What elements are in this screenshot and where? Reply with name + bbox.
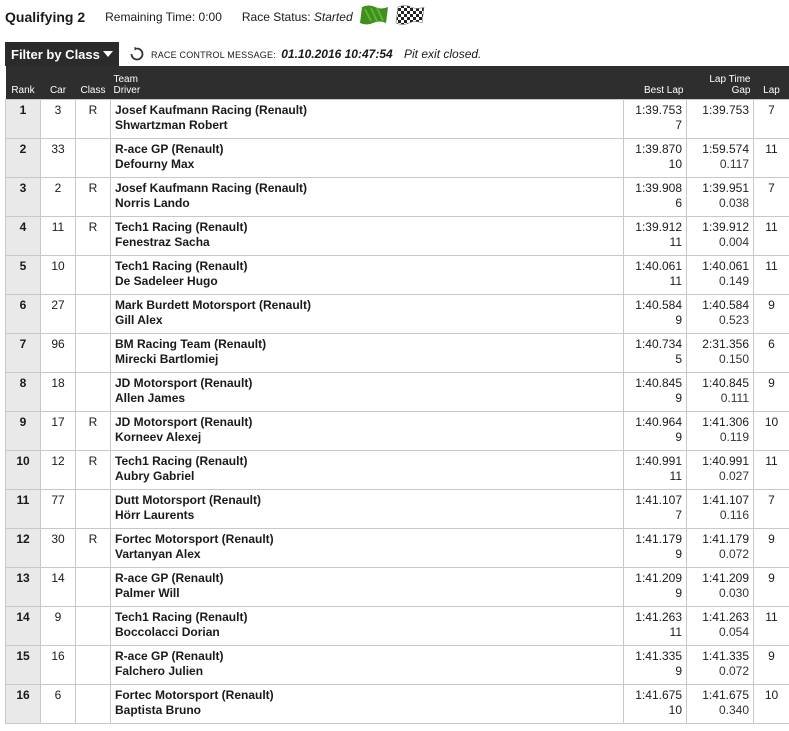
best-lap-number: 11: [669, 625, 682, 639]
table-row[interactable]: [6, 529, 789, 568]
team-name: Tech1 Racing (Renault): [115, 259, 248, 273]
class-cell: R: [76, 451, 111, 490]
col-header-lap[interactable]: Lap: [754, 66, 789, 100]
best-lap-number: 7: [675, 118, 682, 132]
best-lap-cell: [624, 568, 687, 607]
table-row[interactable]: [6, 646, 789, 685]
table-row[interactable]: [6, 451, 789, 490]
team-name: Tech1 Racing (Renault): [115, 610, 248, 624]
best-lap-time: 1:41.107: [635, 493, 682, 507]
rank-cell: 7: [6, 334, 41, 373]
best-lap-number: 6: [675, 196, 682, 210]
session-title: Qualifying 2: [5, 9, 86, 25]
col-header-driver: Driver: [113, 85, 141, 96]
team-name: Fortec Motorsport (Renault): [115, 532, 274, 546]
gap-value: 0.027: [718, 469, 749, 483]
team-driver-cell: [111, 490, 624, 529]
lap-time-gap-cell: [687, 451, 754, 490]
rank-cell: 12: [6, 529, 41, 568]
team-name: Josef Kaufmann Racing (Renault): [115, 181, 308, 195]
team-driver-cell: [111, 100, 624, 139]
driver-name: Vartanyan Alex: [115, 547, 201, 561]
last-lap-time: 1:39.951: [702, 181, 749, 195]
team-name: Josef Kaufmann Racing (Renault): [115, 103, 308, 117]
col-header-class[interactable]: Class: [76, 66, 111, 100]
driver-name: Baptista Bruno: [115, 703, 202, 717]
best-lap-cell: [624, 607, 687, 646]
lap-count-cell: 6: [754, 334, 789, 373]
best-lap-number: 11: [669, 235, 682, 249]
gap-value: 0.038: [718, 196, 749, 210]
lap-time-gap-cell: [687, 178, 754, 217]
gap-value: 0.116: [719, 508, 749, 522]
remaining-time-label: Remaining Time:: [105, 10, 196, 24]
best-lap-number: 7: [675, 508, 682, 522]
class-cell: R: [76, 178, 111, 217]
team-driver-cell: [111, 256, 624, 295]
gap-value: 0.119: [719, 430, 749, 444]
gap-value: 0.004: [718, 235, 749, 249]
best-lap-number: 9: [675, 664, 682, 678]
lap-time-gap-cell: [687, 139, 754, 178]
car-number-cell: 17: [41, 412, 76, 451]
rank-cell: 11: [6, 490, 41, 529]
best-lap-time: 1:41.263: [635, 610, 682, 624]
best-lap-number: 9: [675, 313, 682, 327]
driver-name: Aubry Gabriel: [115, 469, 195, 483]
driver-name: Korneev Alexej: [115, 430, 202, 444]
team-name: BM Racing Team (Renault): [115, 337, 267, 351]
gap-value: 0.117: [719, 157, 749, 171]
rank-cell: 3: [6, 178, 41, 217]
team-driver-cell: [111, 607, 624, 646]
rank-cell: 10: [6, 451, 41, 490]
car-number-cell: 33: [41, 139, 76, 178]
best-lap-number: 9: [675, 547, 682, 561]
gap-value: 0.150: [718, 352, 749, 366]
best-lap-number: 11: [669, 469, 682, 483]
col-header-team: Team: [113, 74, 138, 85]
table-row[interactable]: [6, 568, 789, 607]
rank-cell: 13: [6, 568, 41, 607]
best-lap-cell: [624, 295, 687, 334]
lap-count-cell: 11: [754, 451, 789, 490]
lap-time-gap-cell: [687, 607, 754, 646]
lap-time-gap-cell: [687, 334, 754, 373]
best-lap-time: 1:39.912: [635, 220, 682, 234]
lap-count-cell: 9: [754, 373, 789, 412]
last-lap-time: 1:39.753: [702, 103, 749, 117]
class-cell: [76, 139, 111, 178]
best-lap-time: 1:40.991: [635, 454, 682, 468]
best-lap-time: 1:41.209: [635, 571, 682, 585]
gap-value: 0.054: [718, 625, 749, 639]
rank-cell: 2: [6, 139, 41, 178]
last-lap-time: 1:41.107: [702, 493, 749, 507]
rank-cell: 15: [6, 646, 41, 685]
team-driver-cell: [111, 217, 624, 256]
best-lap-number: 10: [668, 157, 682, 171]
best-lap-time: 1:41.179: [635, 532, 682, 546]
gap-value: 0.030: [718, 586, 749, 600]
best-lap-number: 5: [675, 352, 682, 366]
rank-cell: 1: [6, 100, 41, 139]
col-header-lap-time-gap[interactable]: Lap Time Gap: [687, 66, 754, 100]
table-row[interactable]: [6, 178, 789, 217]
last-lap-time: 2:31.356: [702, 337, 749, 351]
best-lap-cell: [624, 529, 687, 568]
lap-count-cell: 11: [754, 256, 789, 295]
table-row[interactable]: [6, 256, 789, 295]
rank-cell: 8: [6, 373, 41, 412]
driver-name: Boccolacci Dorian: [115, 625, 220, 639]
timing-table: [5, 66, 789, 724]
last-lap-time: 1:40.061: [702, 259, 749, 273]
driver-name: Falchero Julien: [115, 664, 204, 678]
lap-time-gap-cell: [687, 646, 754, 685]
col-header-best-lap[interactable]: Best Lap: [624, 66, 687, 100]
remaining-time: [105, 10, 222, 24]
class-cell: R: [76, 412, 111, 451]
lap-time-gap-cell: [687, 373, 754, 412]
best-lap-cell: [624, 451, 687, 490]
last-lap-time: 1:40.584: [702, 298, 749, 312]
gap-value: 0.340: [718, 703, 749, 717]
best-lap-cell: [624, 178, 687, 217]
lap-count-cell: 11: [754, 217, 789, 256]
rank-cell: 9: [6, 412, 41, 451]
race-status-value: Started: [313, 10, 353, 24]
driver-name: Gill Alex: [115, 313, 163, 327]
lap-count-cell: 7: [754, 490, 789, 529]
lap-time-gap-cell: [687, 295, 754, 334]
class-cell: [76, 490, 111, 529]
table-row[interactable]: [6, 100, 789, 139]
class-cell: [76, 256, 111, 295]
team-driver-cell: [111, 568, 624, 607]
driver-name: De Sadeleer Hugo: [115, 274, 218, 288]
remaining-time-value: 0:00: [198, 10, 222, 24]
race-status-label: Race Status:: [241, 10, 311, 24]
class-cell: [76, 568, 111, 607]
gap-value: 0.523: [718, 313, 749, 327]
car-number-cell: 96: [41, 334, 76, 373]
best-lap-cell: [624, 373, 687, 412]
last-lap-time: 1:39.912: [702, 220, 749, 234]
table-row[interactable]: [6, 685, 789, 724]
car-number-cell: 9: [41, 607, 76, 646]
lap-time-gap-cell: [687, 685, 754, 724]
lap-count-cell: 11: [754, 607, 789, 646]
best-lap-cell: [624, 334, 687, 373]
car-number-cell: 77: [41, 490, 76, 529]
rcm-message: Pit exit closed.: [404, 47, 482, 61]
rank-cell: 16: [6, 685, 41, 724]
best-lap-cell: [624, 139, 687, 178]
lap-count-cell: 10: [754, 412, 789, 451]
best-lap-time: 1:39.908: [635, 181, 682, 195]
best-lap-time: 1:40.964: [635, 415, 682, 429]
best-lap-cell: [624, 490, 687, 529]
class-cell: [76, 295, 111, 334]
driver-name: Hörr Laurents: [115, 508, 195, 522]
lap-time-gap-cell: [687, 412, 754, 451]
best-lap-cell: [624, 412, 687, 451]
team-driver-cell: [111, 685, 624, 724]
lap-count-cell: 10: [754, 685, 789, 724]
lap-time-gap-cell: [687, 100, 754, 139]
refresh-icon[interactable]: [129, 46, 145, 62]
filter-by-class-button[interactable]: [5, 42, 119, 66]
car-number-cell: 11: [41, 217, 76, 256]
best-lap-cell: [624, 217, 687, 256]
table-row[interactable]: [6, 295, 789, 334]
driver-name: Fenestraz Sacha: [115, 235, 210, 249]
team-name: JD Motorsport (Renault): [115, 376, 253, 390]
team-name: Tech1 Racing (Renault): [115, 220, 248, 234]
driver-name: Mirecki Bartlomiej: [115, 352, 219, 366]
team-driver-cell: [111, 178, 624, 217]
table-row[interactable]: [6, 334, 789, 373]
control-bar: [5, 42, 788, 66]
team-name: JD Motorsport (Renault): [115, 415, 253, 429]
class-cell: [76, 373, 111, 412]
car-number-cell: 6: [41, 685, 76, 724]
table-row[interactable]: [6, 373, 789, 412]
race-control-message: [151, 47, 481, 61]
car-number-cell: 12: [41, 451, 76, 490]
car-number-cell: 16: [41, 646, 76, 685]
table-row[interactable]: [6, 139, 789, 178]
team-driver-cell: [111, 646, 624, 685]
team-driver-cell: [111, 412, 624, 451]
team-driver-cell: [111, 334, 624, 373]
best-lap-number: 9: [675, 430, 682, 444]
team-driver-cell: [111, 529, 624, 568]
class-cell: R: [76, 529, 111, 568]
best-lap-time: 1:39.753: [635, 103, 682, 117]
class-cell: [76, 646, 111, 685]
rank-cell: 5: [6, 256, 41, 295]
car-number-cell: 27: [41, 295, 76, 334]
gap-value: 0.072: [718, 547, 749, 561]
last-lap-time: 1:41.209: [702, 571, 749, 585]
best-lap-time: 1:40.061: [635, 259, 682, 273]
class-cell: R: [76, 100, 111, 139]
rcm-label: RACE CONTROL MESSAGE:: [151, 50, 276, 60]
lap-time-gap-cell: [687, 568, 754, 607]
lap-time-gap-cell: [687, 490, 754, 529]
car-number-cell: 10: [41, 256, 76, 295]
driver-name: Norris Lando: [115, 196, 190, 210]
driver-name: Allen James: [115, 391, 186, 405]
team-driver-cell: [111, 451, 624, 490]
best-lap-time: 1:39.870: [635, 142, 682, 156]
last-lap-time: 1:41.179: [702, 532, 749, 546]
car-number-cell: 30: [41, 529, 76, 568]
best-lap-time: 1:40.845: [635, 376, 682, 390]
last-lap-time: 1:40.991: [702, 454, 749, 468]
gap-value: 0.072: [718, 664, 749, 678]
best-lap-cell: [624, 256, 687, 295]
lap-count-cell: 7: [754, 100, 789, 139]
team-name: Tech1 Racing (Renault): [115, 454, 248, 468]
checkered-flag-icon: [395, 5, 425, 30]
class-cell: R: [76, 217, 111, 256]
last-lap-time: 1:59.574: [702, 142, 749, 156]
car-number-cell: 18: [41, 373, 76, 412]
best-lap-time: 1:41.335: [635, 649, 682, 663]
lap-count-cell: 9: [754, 295, 789, 334]
best-lap-number: 9: [675, 586, 682, 600]
class-cell: [76, 334, 111, 373]
team-driver-cell: [111, 139, 624, 178]
team-driver-cell: [111, 373, 624, 412]
team-name: Fortec Motorsport (Renault): [115, 688, 274, 702]
best-lap-number: 9: [675, 391, 682, 405]
driver-name: Shwartzman Robert: [115, 118, 228, 132]
green-flag-icon: [359, 5, 389, 30]
rank-cell: 4: [6, 217, 41, 256]
table-header-row: [6, 66, 789, 100]
class-cell: [76, 685, 111, 724]
team-name: R-ace GP (Renault): [115, 571, 224, 585]
rank-cell: 14: [6, 607, 41, 646]
team-name: R-ace GP (Renault): [115, 142, 224, 156]
best-lap-number: 11: [669, 274, 682, 288]
last-lap-time: 1:41.675: [702, 688, 749, 702]
col-header-team-driver[interactable]: [111, 66, 624, 100]
col-header-car[interactable]: Car: [41, 66, 76, 100]
table-row[interactable]: [6, 412, 789, 451]
lap-count-cell: 9: [754, 646, 789, 685]
table-row[interactable]: [6, 217, 789, 256]
session-header: [5, 0, 785, 34]
col-header-rank[interactable]: Rank: [6, 66, 41, 100]
best-lap-cell: [624, 685, 687, 724]
gap-value: 0.111: [720, 391, 749, 405]
last-lap-time: 1:41.306: [702, 415, 749, 429]
lap-time-gap-cell: [687, 529, 754, 568]
car-number-cell: 2: [41, 178, 76, 217]
last-lap-time: 1:41.335: [702, 649, 749, 663]
filter-by-class-label: Filter by Class: [11, 46, 100, 62]
car-number-cell: 14: [41, 568, 76, 607]
car-number-cell: 3: [41, 100, 76, 139]
team-name: Dutt Motorsport (Renault): [115, 493, 261, 507]
best-lap-time: 1:40.734: [635, 337, 682, 351]
team-name: R-ace GP (Renault): [115, 649, 224, 663]
team-driver-cell: [111, 295, 624, 334]
best-lap-cell: [624, 100, 687, 139]
last-lap-time: 1:41.263: [702, 610, 749, 624]
best-lap-cell: [624, 646, 687, 685]
best-lap-time: 1:40.584: [635, 298, 682, 312]
lap-count-cell: 9: [754, 529, 789, 568]
gap-value: 0.149: [718, 274, 749, 288]
table-row[interactable]: [6, 490, 789, 529]
lap-time-gap-cell: [687, 256, 754, 295]
lap-count-cell: 11: [754, 139, 789, 178]
table-row[interactable]: [6, 607, 789, 646]
driver-name: Palmer Will: [115, 586, 180, 600]
lap-time-gap-cell: [687, 217, 754, 256]
class-cell: [76, 607, 111, 646]
lap-count-cell: 9: [754, 568, 789, 607]
best-lap-number: 10: [668, 703, 682, 717]
best-lap-time: 1:41.675: [635, 688, 682, 702]
driver-name: Defourny Max: [115, 157, 195, 171]
team-name: Mark Burdett Motorsport (Renault): [115, 298, 311, 312]
chevron-down-icon: [103, 51, 113, 57]
last-lap-time: 1:40.845: [702, 376, 749, 390]
rank-cell: 6: [6, 295, 41, 334]
race-status: [242, 10, 353, 24]
lap-count-cell: 7: [754, 178, 789, 217]
rcm-timestamp: 01.10.2016 10:47:54: [281, 47, 393, 61]
